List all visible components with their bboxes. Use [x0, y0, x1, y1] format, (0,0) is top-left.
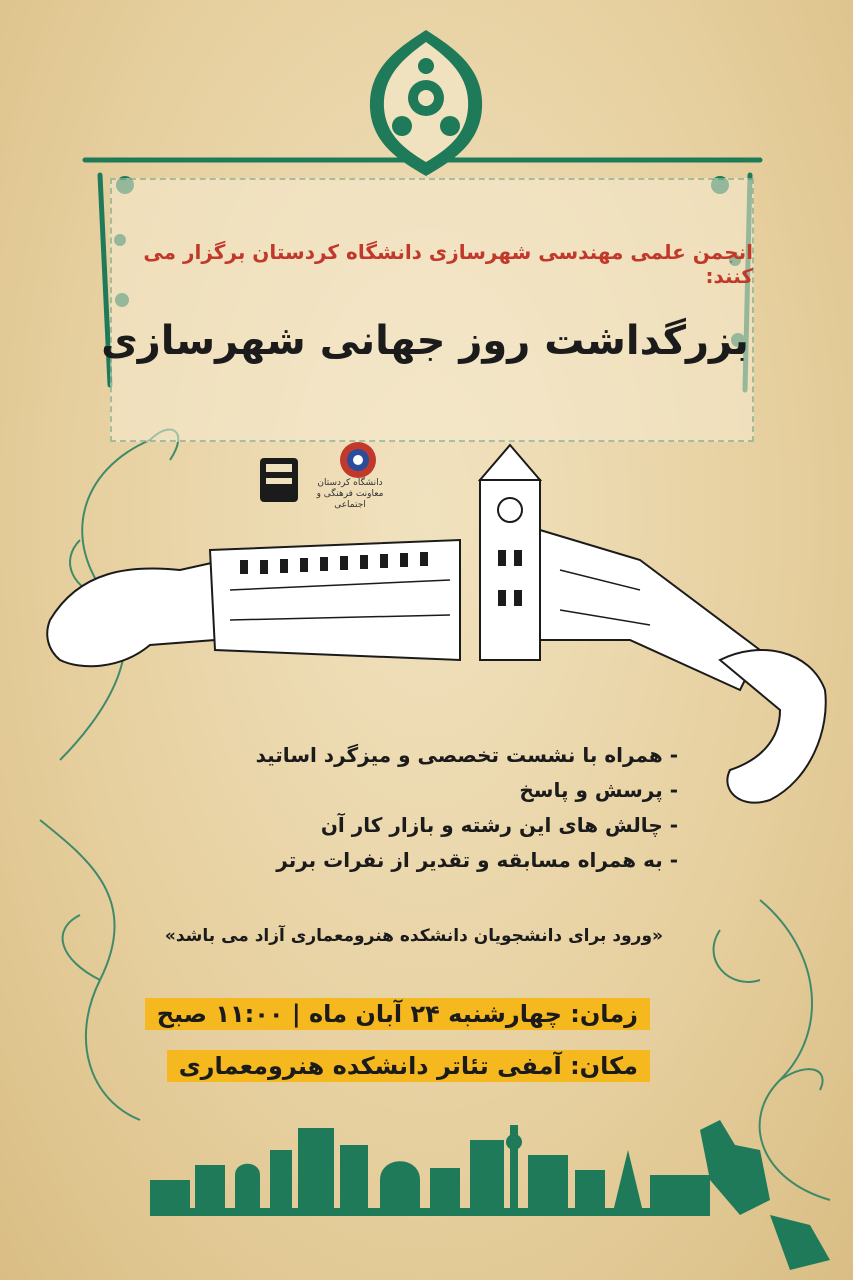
- feature-item: - همراه با نشست تخصصی و میزگرد اساتید: [255, 743, 678, 767]
- features-list: [158, 738, 678, 878]
- feature-item: - به همراه مسابقه و تقدیر از نفرات برتر: [276, 848, 678, 872]
- feature-item: - چالش های این رشته و بازار کار آن: [320, 813, 678, 837]
- feature-item: - پرسش و پاسخ: [519, 778, 678, 802]
- event-title: بزرگداشت روز جهانی شهرسازی: [101, 318, 749, 364]
- map-panel: [110, 178, 754, 442]
- right-hand: [720, 650, 826, 803]
- organizer-text: انجمن علمی مهندسی شهرسازی دانشگاه کردستان برگزار می کنند:: [143, 240, 753, 288]
- floral-emblem-icon: [364, 28, 488, 178]
- university-logo-caption: دانشگاه کردستان معاونت فرهنگی و اجتماعی: [316, 478, 384, 510]
- left-hand: [47, 560, 227, 666]
- event-place: مکان: آمفی تئاتر دانشکده هنرومعماری: [167, 1050, 650, 1082]
- city-skyline-icon: [150, 1120, 710, 1216]
- event-time: زمان: چهارشنبه ۲۴ آبان ماه | ۱۱:۰۰ صبح: [145, 998, 650, 1030]
- entry-notice: «ورود برای دانشجویان دانشکده هنرومعماری آزاد می باشد»: [164, 926, 663, 946]
